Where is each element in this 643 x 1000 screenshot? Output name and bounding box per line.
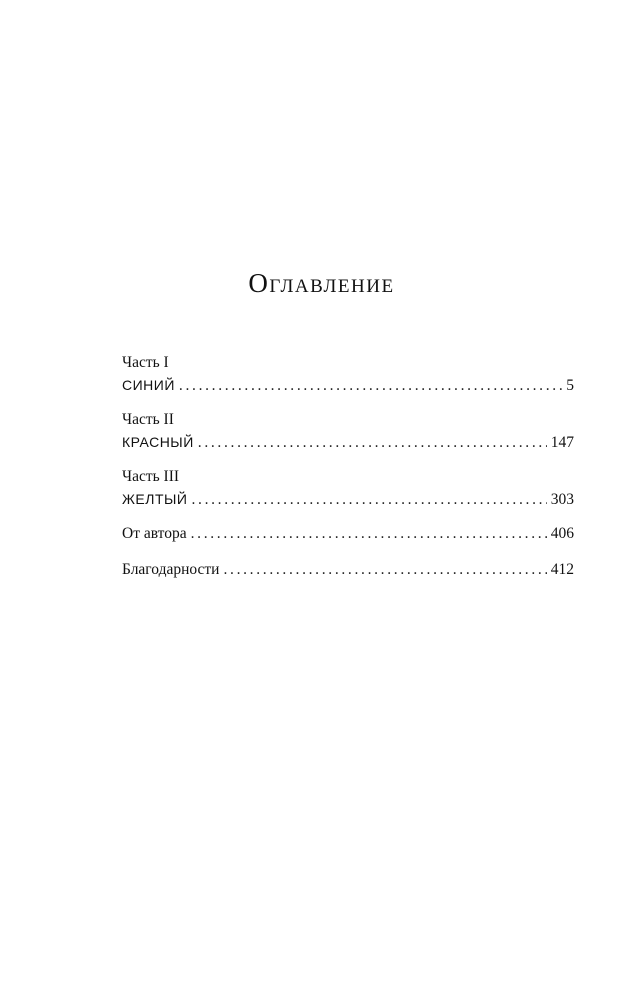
part-label: Часть I: [122, 354, 169, 371]
dot-leader: [223, 559, 546, 581]
part-label: Часть II: [122, 411, 174, 428]
part-label: Часть III: [122, 468, 180, 485]
dot-leader: [179, 375, 562, 397]
entry-title: КРАСНЫЙ: [122, 434, 194, 450]
page-number: 147: [550, 434, 574, 451]
toc-entry-part-2: [122, 409, 574, 453]
toc-line[interactable]: [122, 431, 574, 453]
toc-entry-acknowledgements: [122, 559, 574, 581]
toc-line[interactable]: [122, 374, 574, 396]
toc-entry-part-1: [122, 352, 574, 396]
entry-title: ЖЕЛТЫЙ: [122, 491, 188, 507]
dot-leader: [191, 489, 546, 511]
page-number: 303: [550, 491, 574, 508]
page-number: 406: [550, 525, 574, 542]
entry-title: Благодарности: [122, 561, 220, 578]
entry-title: От автора: [122, 525, 187, 542]
page-number: 412: [550, 561, 574, 578]
toc-line[interactable]: [122, 488, 574, 510]
toc-line[interactable]: [122, 559, 574, 581]
entry-title: СИНИЙ: [122, 377, 175, 393]
toc-entry-part-3: [122, 466, 574, 510]
page-title: Оглавление: [248, 268, 395, 298]
page-number: 5: [566, 377, 574, 394]
dot-leader: [191, 523, 547, 545]
dot-leader: [198, 432, 547, 454]
toc-line[interactable]: [122, 523, 574, 545]
toc-entry-author-note: [122, 523, 574, 545]
table-of-contents: [122, 352, 574, 595]
